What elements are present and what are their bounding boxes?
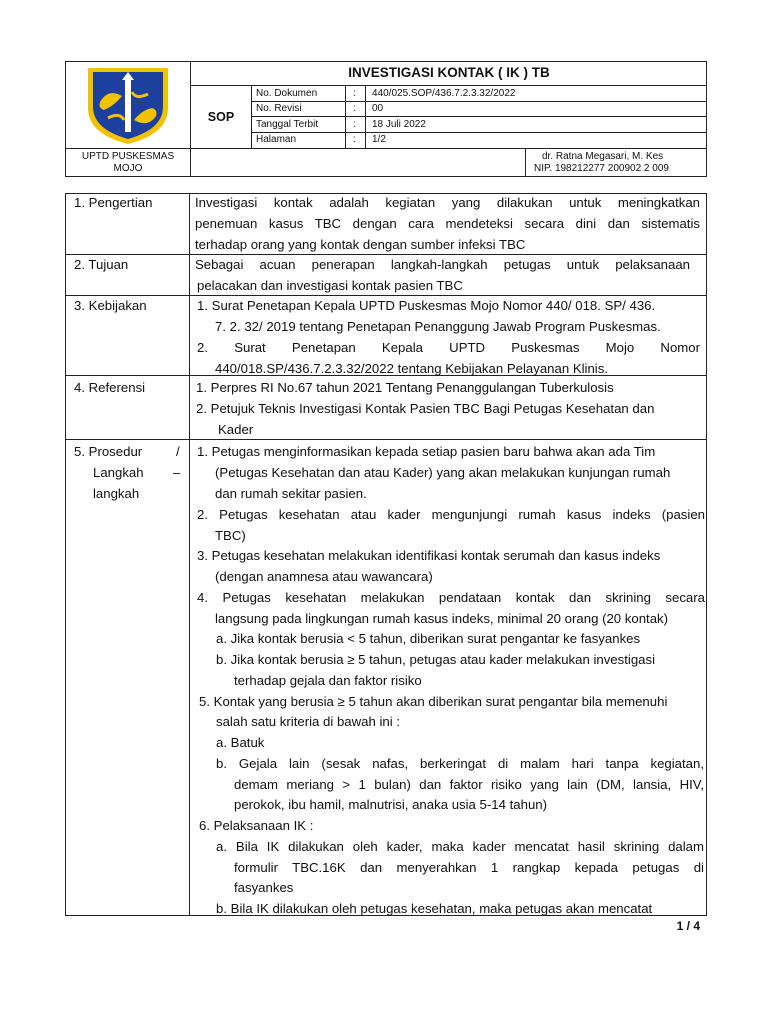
referensi-line: 2. Petujuk Teknis Investigasi Kontak Pasien TBC Bagi Petugas Kesehatan dan <box>196 401 655 416</box>
organization-name <box>66 151 190 175</box>
issue-date-label: Tanggal Terbit <box>256 119 319 130</box>
revision-label: No. Revisi <box>256 103 302 114</box>
signer-block <box>530 151 706 175</box>
issue-date-sep: : <box>353 119 356 130</box>
kebijakan-line: 440/018.SP/436.7.2.3.32/2022 tentang Kebijakan Pelayanan Klinis. <box>215 361 608 376</box>
prosedur-line: langsung pada lingkungan rumah kasus indeks, minimal 20 orang (20 kontak) <box>215 611 669 626</box>
prosedur-line: 3. Petugas kesehatan melakukan identifikasi kontak serumah dan kasus indeks <box>197 548 661 563</box>
row-label-kebijakan: 3. Kebijakan <box>74 298 147 313</box>
sop-label: SOP <box>207 110 235 124</box>
prosedur-line: fasyankes <box>234 880 294 895</box>
prosedur-line: perokok, ibu hamil, malnutrisi, anaka usia 5-14 tahun) <box>234 797 548 812</box>
row-label-pengertian: 1. Pengertian <box>74 195 153 210</box>
prosedur-line: a. Bila IK dilakukan oleh kader, maka kader mencatat hasil skrining dalam <box>216 839 704 854</box>
prosedur-line: 5. Kontak yang berusia ≥ 5 tahun akan diberikan surat pengantar bila memenuhi <box>199 694 668 709</box>
kebijakan-line: 2. Surat Penetapan Kepala UPTD Puskesmas Mojo Nomor <box>197 340 700 355</box>
doc-number-label: No. Dokumen <box>256 88 318 99</box>
signer-nip: NIP. 198212277 200902 2 009 <box>534 163 669 174</box>
row-label-prosedur-slash: / <box>176 444 180 459</box>
page-label: Halaman <box>256 134 297 145</box>
kebijakan-line: 7. 2. 32/ 2019 tentang Penetapan Penanggung Jawab Program Puskesmas. <box>215 319 661 334</box>
prosedur-line: TBC) <box>215 528 246 543</box>
prosedur-line: 2. Petugas kesehatan atau kader mengunjungi rumah kasus indeks (pasien <box>197 507 705 522</box>
prosedur-line: 4. Petugas kesehatan melakukan pendataan kontak dan skrining secara <box>197 590 705 605</box>
prosedur-line: (dengan anamnesa atau wawancara) <box>215 569 433 584</box>
revision-value: 00 <box>372 103 384 114</box>
doc-number-value: 440/025.SOP/436.7.2.3.32/2022 <box>372 88 516 99</box>
pengertian-line: terhadap orang yang kontak dengan sumber infeksi TBC <box>195 237 526 252</box>
prosedur-line: (Petugas Kesehatan dan atau Kader) yang akan melakukan kunjungan rumah <box>215 465 671 480</box>
row-label-referensi: 4. Referensi <box>74 380 146 395</box>
organization-line-2: MOJO <box>113 163 143 174</box>
surabaya-city-crest-logo <box>78 62 178 147</box>
doc-number-sep: : <box>353 88 356 99</box>
issue-date-value: 18 Juli 2022 <box>372 119 426 130</box>
signer-name: dr. Ratna Megasari, M. Kes <box>542 151 664 162</box>
page-number: 1 / 4 <box>676 919 700 933</box>
revision-sep: : <box>353 103 356 114</box>
tujuan-line: Sebagai acuan penerapan langkah-langkah petugas untuk pelaksanaan <box>195 257 690 272</box>
prosedur-line: b. Bila IK dilakukan oleh petugas kesehatan, maka petugas akan mencatat <box>216 901 653 915</box>
kebijakan-line: 1. Surat Penetapan Kepala UPTD Puskesmas Mojo Nomor 440/ 018. SP/ 436. <box>197 298 656 313</box>
referensi-line: Kader <box>218 422 254 437</box>
tujuan-line: pelacakan dan investigasi kontak pasien TBC <box>197 278 463 293</box>
prosedur-line: 6. Pelaksanaan IK : <box>199 818 314 833</box>
prosedur-line: 1. Petugas menginformasikan kepada setiap pasien baru bahwa akan ada Tim <box>197 444 656 459</box>
row-label-prosedur-dash: – <box>173 465 181 480</box>
row-label-prosedur-3: langkah <box>93 486 140 501</box>
pengertian-line: Investigasi kontak adalah kegiatan yang dilakukan untuk meningkatkan <box>195 195 700 210</box>
organization-line-1: UPTD PUSKESMAS <box>81 151 175 162</box>
page-sep: : <box>353 134 356 145</box>
prosedur-line: demam meriang > 1 bulan) dan faktor risiko yang lain (DM, lansia, HIV, <box>234 777 704 792</box>
document-title: INVESTIGASI KONTAK ( IK ) TB <box>348 65 550 80</box>
prosedur-line: dan rumah sekitar pasien. <box>215 486 367 501</box>
row-label-tujuan: 2. Tujuan <box>74 257 129 272</box>
row-label-prosedur: 5. Prosedur <box>74 444 143 459</box>
page-value: 1/2 <box>372 134 386 145</box>
prosedur-line: a. Jika kontak berusia < 5 tahun, diberikan surat pengantar ke fasyankes <box>216 631 641 646</box>
pengertian-line: penemuan kasus TBC dengan cara mendeteksi secara dini dan sistematis <box>195 216 700 231</box>
row-label-prosedur-2: Langkah <box>93 465 144 480</box>
referensi-line: 1. Perpres RI No.67 tahun 2021 Tentang Penanggulangan Tuberkulosis <box>196 380 614 395</box>
prosedur-line: formulir TBC.16K dan menyerahkan 1 rangkap kepada petugas di <box>234 860 704 875</box>
prosedur-line: b. Jika kontak berusia ≥ 5 tahun, petugas atau kader melakukan investigasi <box>216 652 656 667</box>
prosedur-line: salah satu kriteria di bawah ini : <box>216 714 400 729</box>
prosedur-line: b. Gejala lain (sesak nafas, berkeringat di malam hari tanpa kegiatan, <box>216 756 704 771</box>
prosedur-line: a. Batuk <box>216 735 265 750</box>
prosedur-line: terhadap gejala dan faktor risiko <box>234 673 422 688</box>
